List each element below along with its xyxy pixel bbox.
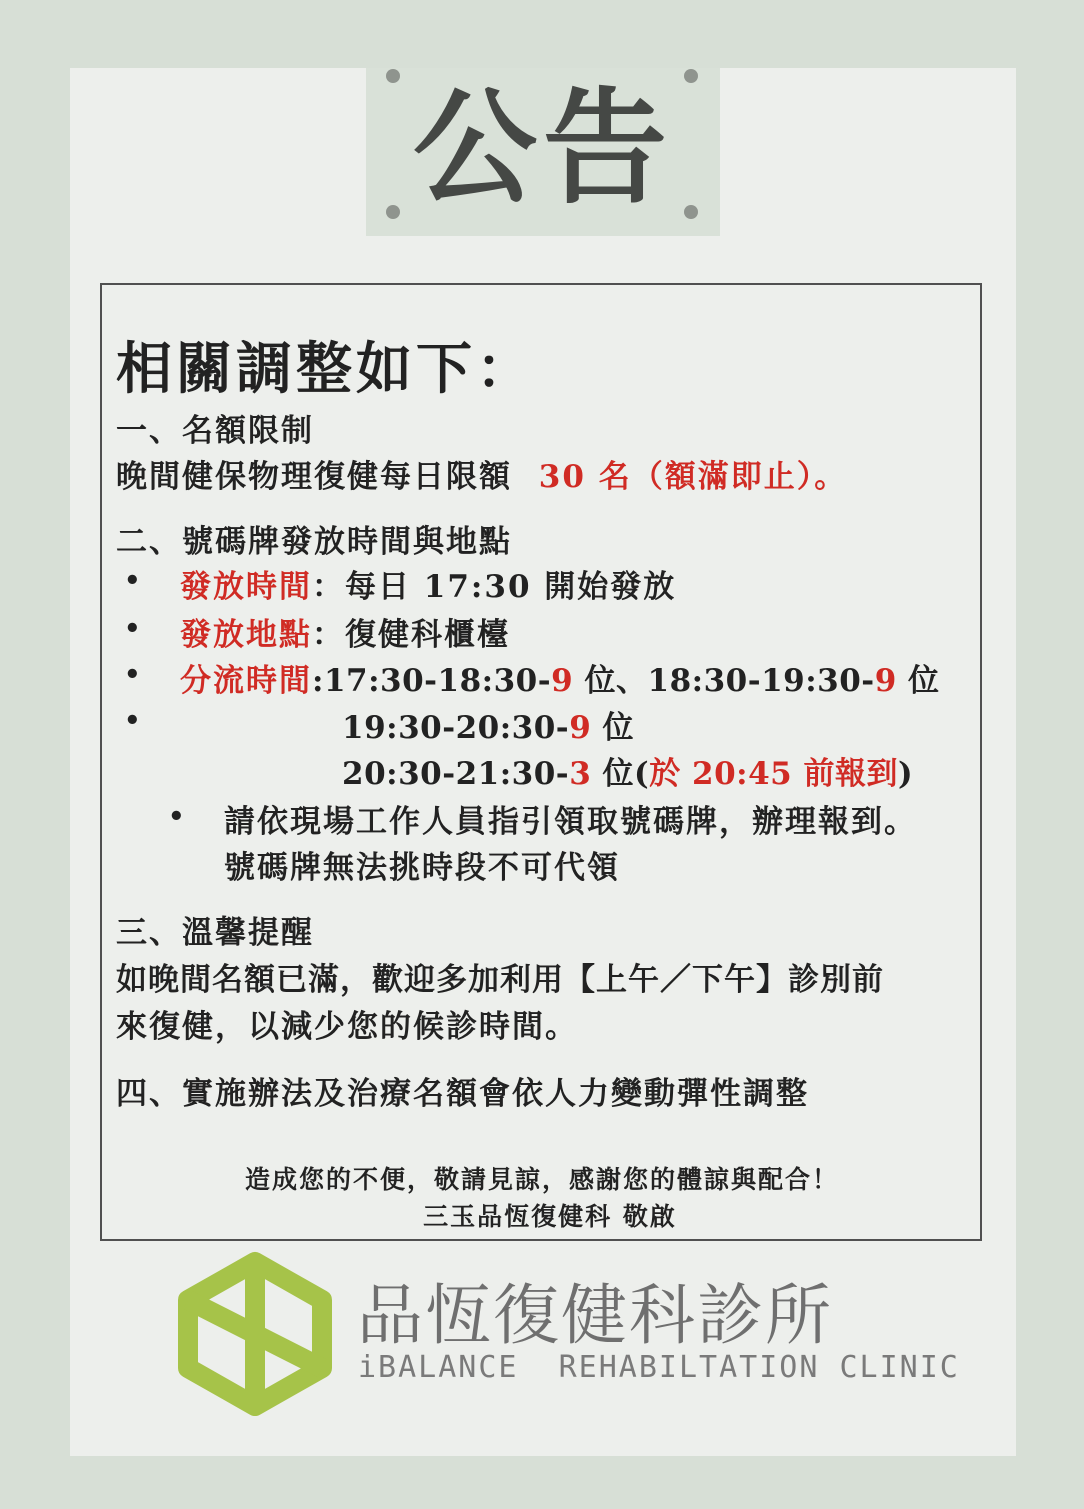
split-slot-4-close: ) — [898, 756, 914, 792]
issue-time-value: ：每日 17:30 開始發放 — [312, 569, 677, 605]
split-slot-1: :17:30-18:30- — [312, 663, 552, 699]
bullet-icon: • — [124, 706, 141, 736]
title-plate — [366, 68, 720, 236]
split-slot-2-unit: 位 — [896, 663, 940, 699]
bullet-icon: • — [124, 660, 141, 690]
bullet-icon: • — [124, 614, 141, 644]
split-slot-4: 20:30-21:30- — [342, 756, 570, 792]
split-slot-4-unit: 位( — [591, 756, 650, 792]
split-slot-1-count: 9 — [551, 663, 574, 699]
section1-line — [116, 451, 847, 496]
split-slot-2: 位、18:30-19:30- — [573, 663, 875, 699]
section2-title: 二、號碼牌發放時間與地點 — [116, 524, 512, 560]
split-slot-4-note: 於 20:45 前報到 — [649, 756, 899, 792]
hexagon-cube-logo-icon — [176, 1250, 334, 1416]
split-time-line-3 — [342, 748, 913, 793]
quota-text: 晚間健保物理復健每日限額 — [116, 459, 512, 495]
instruction-line-2: 號碼牌無法挑時段不可代領 — [224, 850, 620, 886]
issue-time-label: 發放時間 — [180, 569, 312, 605]
apology-line: 造成您的不便，敬請見諒，感謝您的體諒與配合！ — [244, 1165, 839, 1194]
quota-highlight: 30 名（額滿即止）。 — [538, 459, 848, 495]
clinic-name-zh: 品恆復健科診所 — [357, 1277, 833, 1354]
split-slot-3-count: 9 — [569, 710, 592, 746]
issue-place-label: 發放地點 — [180, 617, 312, 653]
notice-heading: 相關調整如下： — [116, 336, 536, 402]
clinic-name-en: iBALANCE REHABILTATION CLINIC — [358, 1350, 960, 1385]
bullet-icon: • — [168, 802, 185, 832]
issue-place-value: ：復健科櫃檯 — [312, 617, 510, 653]
split-slot-2-count: 9 — [874, 663, 897, 699]
split-time-label: 分流時間 — [180, 663, 312, 699]
section3-line-1: 如晚間名額已滿，歡迎多加利用【上午／下午】診別前 — [116, 962, 884, 998]
instruction-line-1: 請依現場工作人員指引領取號碼牌，辦理報到。 — [224, 804, 917, 840]
section1-title: 一、名額限制 — [116, 413, 314, 449]
section3-title: 三、溫馨提醒 — [116, 915, 314, 951]
bullet-icon: • — [124, 566, 141, 596]
page-title: 公告 — [412, 77, 673, 221]
signature-line: 三玉品恆復健科 敬啟 — [423, 1202, 677, 1231]
section3-line-2: 來復健，以減少您的候診時間。 — [116, 1009, 578, 1045]
split-time-line — [180, 655, 940, 700]
split-slot-4-count: 3 — [569, 756, 592, 792]
section4-title: 四、實施辦法及治療名額會依人力變動彈性調整 — [116, 1076, 809, 1112]
split-time-line-2 — [342, 702, 634, 747]
split-slot-3-unit: 位 — [591, 710, 635, 746]
split-slot-3: 19:30-20:30- — [342, 710, 570, 746]
issue-time-line — [180, 561, 676, 606]
issue-place-line — [180, 609, 510, 654]
